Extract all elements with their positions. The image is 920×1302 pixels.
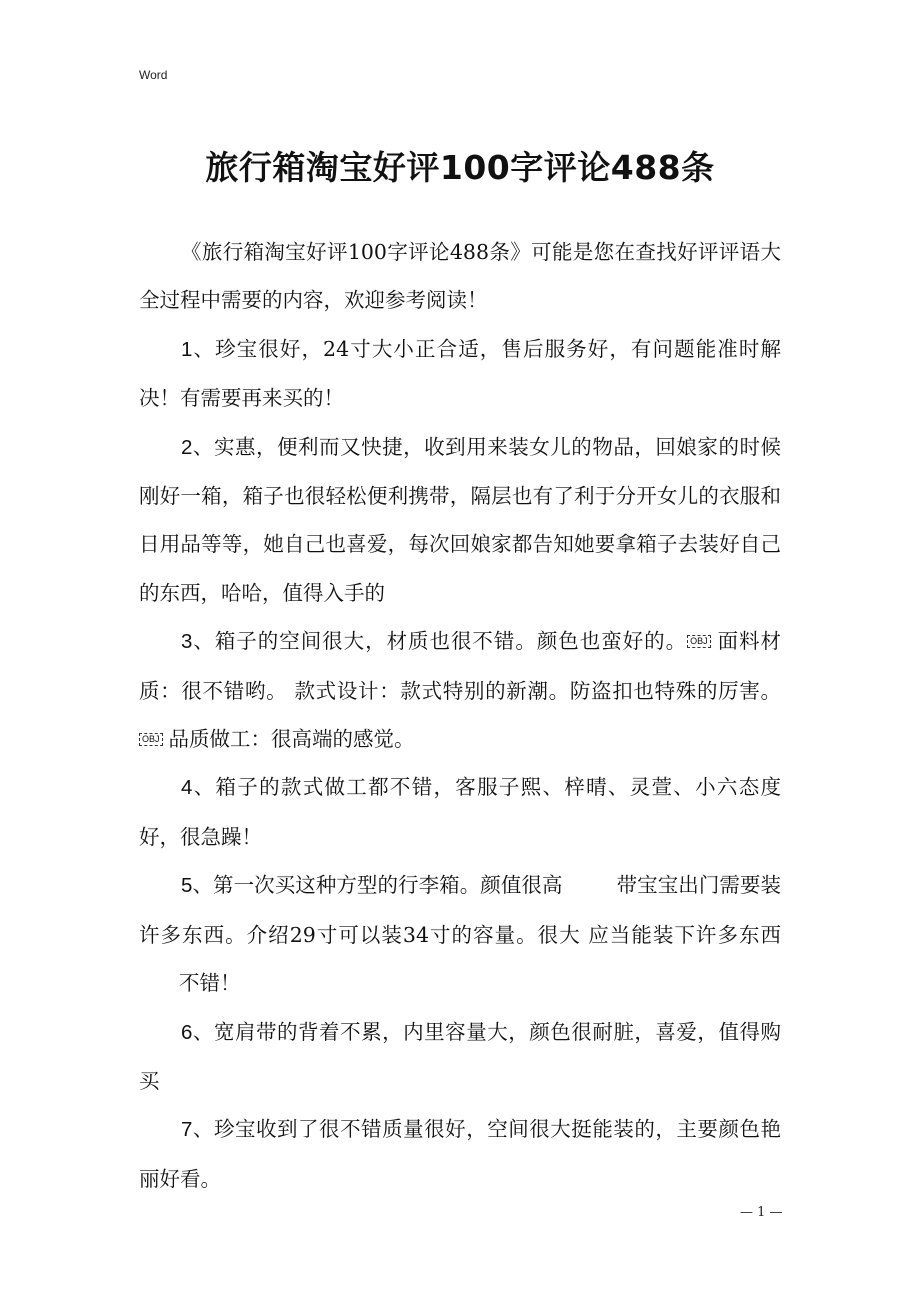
review-text: 、箱子的款式做工都不错，客服子熙、梓晴、灵萱、小六态度好，很急躁！ bbox=[139, 775, 781, 849]
review-text: 面料材质：很不错哟。 款式设计：款式特别的新潮。防盗扣也特殊的厉害。 bbox=[139, 629, 782, 703]
review-item-1 bbox=[139, 325, 781, 423]
review-item-7 bbox=[139, 1105, 781, 1203]
review-number: 5 bbox=[181, 874, 193, 898]
intro-paragraph: 《旅行箱淘宝好评100字评论488条》可能是您在查找好评评语大全过程中需要的内容，欢迎参考阅读！ bbox=[139, 240, 781, 313]
review-item-2 bbox=[139, 423, 781, 618]
review-item-4 bbox=[139, 763, 781, 861]
review-text: 不错！ bbox=[179, 971, 241, 996]
review-number: 2 bbox=[181, 435, 193, 459]
embedded-object-icon: OBJ bbox=[687, 635, 711, 648]
review-text: 、箱子的空间很大，材质也很不错。颜色也蛮好的。 bbox=[192, 629, 688, 654]
embedded-object-icon: OBJ bbox=[139, 733, 163, 746]
review-number: 6 bbox=[181, 1020, 193, 1044]
review-text: 、珍宝收到了很不错质量很好，空间很大挺能装的，主要颜色艳丽好看。 bbox=[139, 1117, 781, 1191]
review-item-3 bbox=[139, 617, 781, 763]
review-text: 带宝宝出门需要装许多东西。介绍29寸可以装34寸的容量。很大 应当能装下许多东西 bbox=[139, 873, 782, 947]
document-title: 旅行箱淘宝好评100字评论488条 bbox=[205, 148, 715, 187]
review-text: 、第一次买这种方型的行李箱。颜值很高 bbox=[192, 873, 563, 898]
review-item-6 bbox=[139, 1008, 781, 1106]
document-body bbox=[139, 228, 781, 1203]
review-text: 品质做工：很高端的感觉。 bbox=[168, 727, 415, 752]
header-app-label: Word bbox=[139, 68, 168, 82]
review-text: 、宽肩带的背着不累，内里容量大，颜色很耐脏，喜爱，值得购买 bbox=[139, 1019, 781, 1093]
review-item-5 bbox=[139, 861, 781, 1007]
page-number: — 1 — bbox=[740, 1205, 783, 1220]
review-number: 1 bbox=[181, 337, 193, 361]
review-text: 、实惠，便利而又快捷，收到用来装女儿的物品，回娘家的时候刚好一箱，箱子也很轻松便利携带，隔层也有了利于分开女儿的衣服和日用品等等，她自己也喜爱，每次回娘家都告知她要拿箱子去装好自己的东西，哈哈，值得入手的 bbox=[139, 434, 781, 605]
review-number: 7 bbox=[181, 1118, 193, 1142]
review-number: 4 bbox=[181, 776, 193, 800]
review-number: 3 bbox=[181, 630, 193, 654]
review-text: 、珍宝很好，24寸大小正合适，售后服务好，有问题能准时解决！有需要再来买的！ bbox=[139, 336, 781, 411]
